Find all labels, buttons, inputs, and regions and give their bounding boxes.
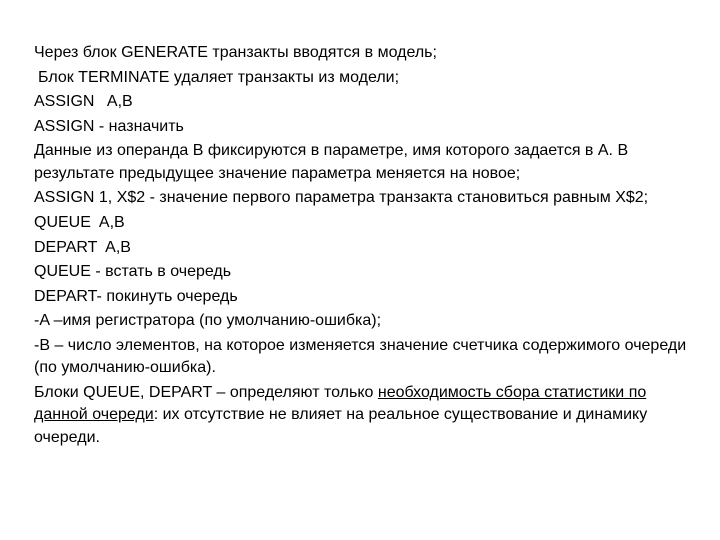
note-underlined: необходимость сбора статистики по данной очереди: [34, 383, 647, 424]
note-prefix: Блоки QUEUE, DEPART – определяют только: [34, 383, 378, 401]
line-operand-b: -B – число элементов, на которое изменяется значение счетчика содержимого очереди (по умолчанию-ошибка).: [34, 336, 687, 377]
line-assign-description: Данные из операнда B фиксируются в параметре, имя которого задается в A. В результате предыдущее значение параметра меняется на новое;: [34, 142, 629, 182]
line-terminate: Блок TERMINATE удаляет транзакты из модели;: [38, 68, 400, 86]
line-queue-depart-note: [34, 382, 694, 449]
line-operand-a: -A –имя регистратора (по умолчанию-ошибка);: [34, 312, 382, 330]
line-assign-syntax: ASSIGN A,B: [34, 93, 133, 111]
line-depart-meaning: DEPART- покинуть очередь: [34, 287, 238, 305]
line-queue-syntax: QUEUE A,B: [34, 213, 125, 231]
line-assign-example: ASSIGN 1, X$2 - значение первого параметра транзакта становиться равным X$2;: [34, 189, 649, 207]
line-generate: Через блок GENERATE транзакты вводятся в модель;: [34, 44, 437, 61]
note-suffix: : их отсутствие не влияет на реальное существование и динамику очереди.: [34, 406, 648, 446]
line-assign-meaning: ASSIGN - назначить: [34, 117, 184, 135]
line-queue-meaning: QUEUE - встать в очередь: [34, 263, 232, 281]
slide-text-body: [34, 42, 694, 451]
line-depart-syntax: DEPART A,B: [34, 238, 131, 256]
